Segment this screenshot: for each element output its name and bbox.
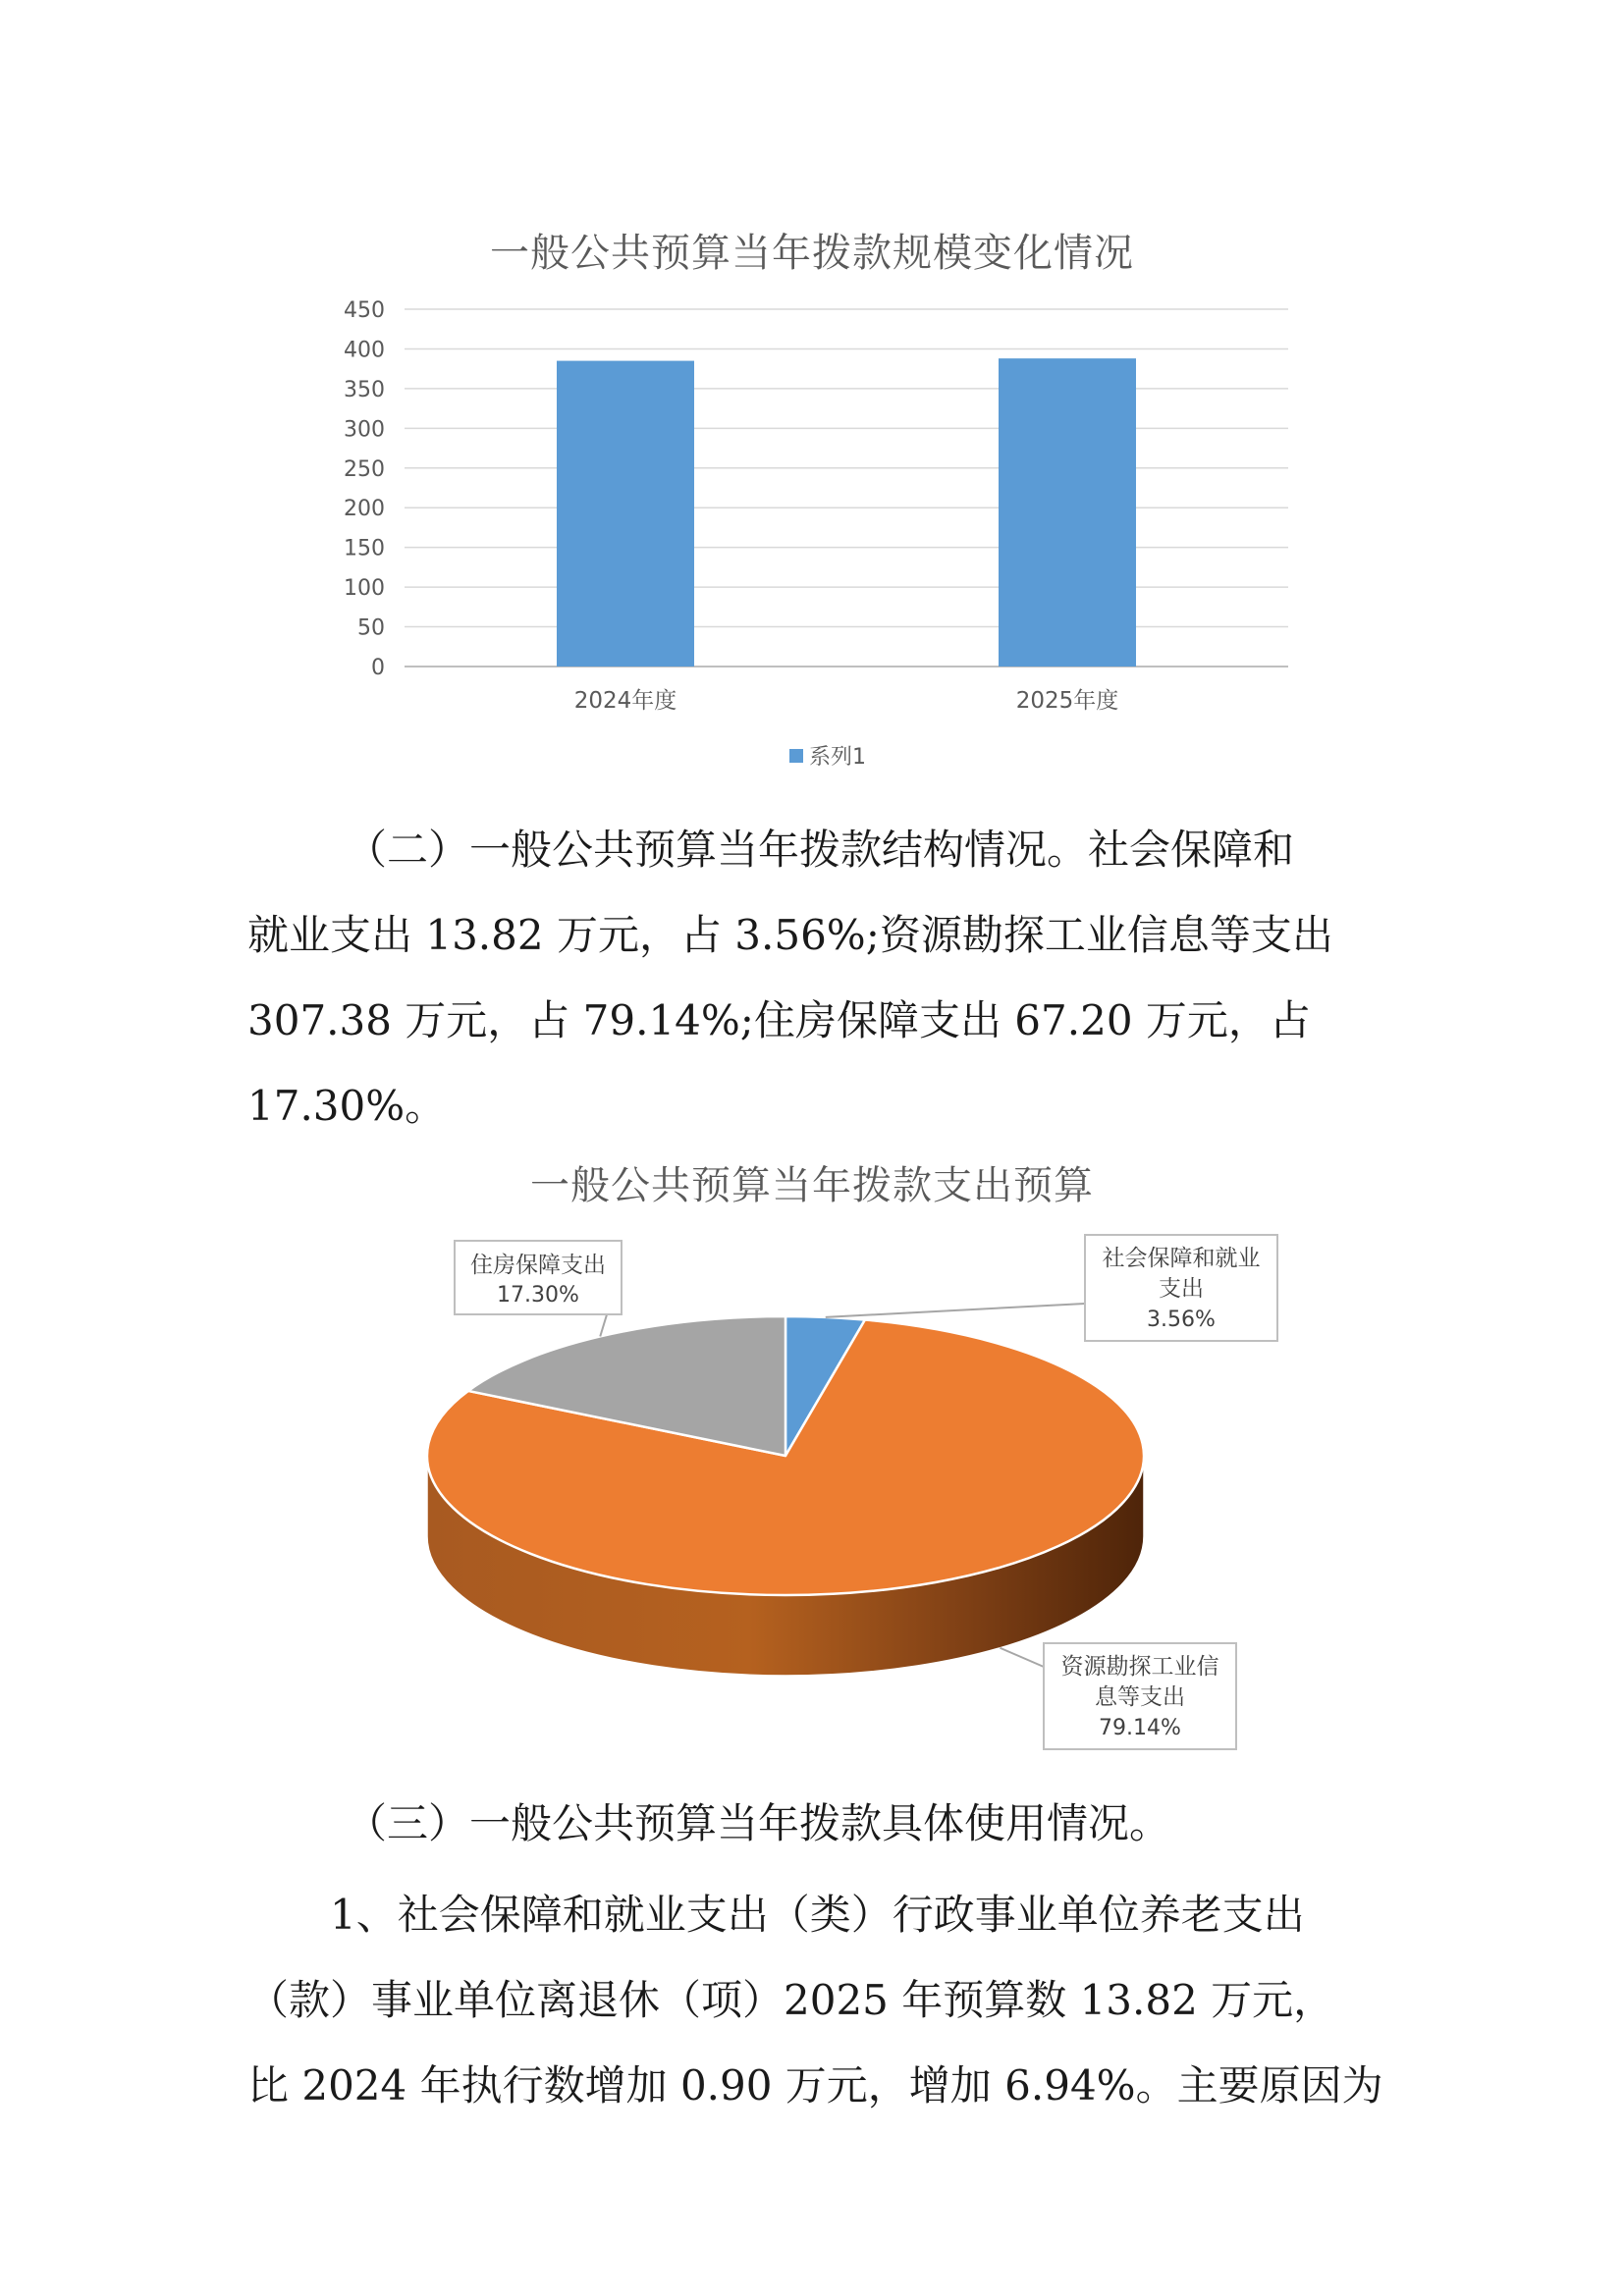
- bar: [557, 361, 694, 667]
- bar-ytick-label: 100: [344, 576, 385, 602]
- legend-swatch: [789, 749, 803, 763]
- pie-chart: [0, 1207, 1624, 1777]
- section2-line-4: 17.30%。: [247, 1082, 447, 1130]
- pie-slices: [427, 1316, 1144, 1595]
- section3-line-3: 比 2024 年执行数增加 0.90 万元，增加 6.94%。主要原因为: [247, 2061, 1383, 2109]
- bar-xtick-label: 2025年度: [1015, 688, 1119, 714]
- bar-chart-title: 一般公共预算当年拨款规模变化情况: [490, 231, 1134, 276]
- bar-xtick-label: 2024年度: [573, 688, 677, 714]
- bar-ytick-label: 450: [344, 298, 385, 323]
- pie-label-social-value: 3.56%: [1147, 1308, 1216, 1332]
- bar-ytick-label: 400: [344, 338, 385, 363]
- pie-label-housing-line1: 住房保障支出: [470, 1253, 606, 1278]
- pie-chart-title: 一般公共预算当年拨款支出预算: [530, 1163, 1094, 1208]
- section2-line-2: 就业支出 13.82 万元，占 3.56%;资源勘探工业信息等支出: [247, 911, 1333, 959]
- bar-ytick-label: 0: [371, 656, 385, 680]
- bar-ytick-label: 300: [344, 417, 385, 443]
- pie-leader-resource: [1000, 1648, 1044, 1667]
- bar-ytick-label: 50: [357, 615, 385, 641]
- pie-label-social-line2: 支出: [1159, 1276, 1204, 1302]
- pie-label-housing-value: 17.30%: [497, 1283, 579, 1308]
- pie-label-resource-line1: 资源勘探工业信: [1060, 1654, 1219, 1680]
- pie-leader-social-security: [826, 1304, 1085, 1317]
- pie-label-social-line1: 社会保障和就业: [1102, 1246, 1261, 1271]
- pie-label-housing: [455, 1241, 622, 1314]
- bar: [999, 358, 1136, 667]
- bar-chart: [0, 0, 1624, 805]
- section3-line-2: （款）事业单位离退休（项）2025 年预算数 13.82 万元，: [247, 1976, 1335, 2024]
- section2-line-1: （二）一般公共预算当年拨款结构情况。社会保障和: [346, 826, 1295, 874]
- pie-label-social-security: [1085, 1235, 1277, 1341]
- bar-ytick-label: 350: [344, 377, 385, 402]
- section3-heading: （三）一般公共预算当年拨款具体使用情况。: [346, 1799, 1171, 1847]
- section2-line-3: 307.38 万元，占 79.14%;住房保障支出 67.20 万元，占: [247, 996, 1311, 1044]
- pie-label-resource-line2: 息等支出: [1095, 1684, 1185, 1710]
- pie-label-resource-value: 79.14%: [1099, 1716, 1181, 1740]
- bar-ytick-label: 150: [344, 536, 385, 561]
- pie-label-resource: [1044, 1643, 1236, 1749]
- section3-line-1: 1、社会保障和就业支出（类）行政事业单位养老支出: [330, 1891, 1305, 1939]
- legend-label: 系列1: [809, 745, 866, 770]
- bar-ytick-label: 200: [344, 497, 385, 522]
- bar-ytick-label: 250: [344, 456, 385, 482]
